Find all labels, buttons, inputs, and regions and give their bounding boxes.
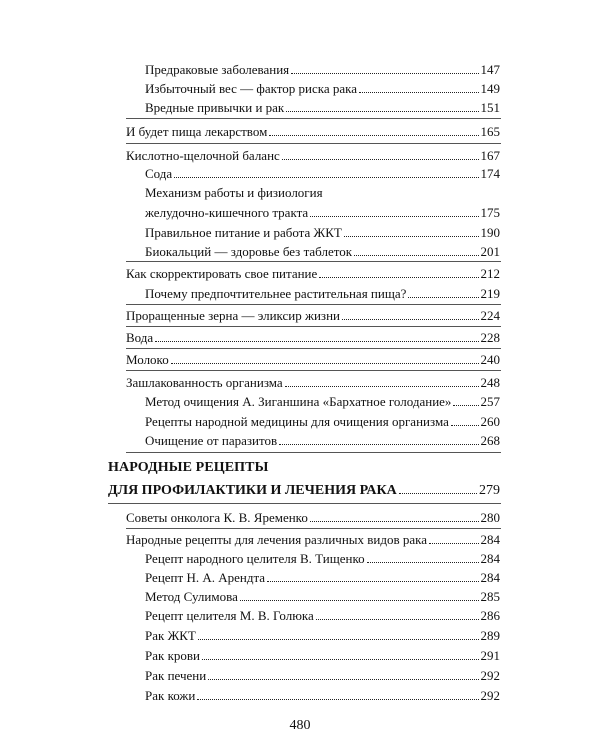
toc-entry (145, 225, 500, 241)
toc-entry-page: 147 (480, 62, 500, 77)
toc-entry-page: 212 (480, 266, 500, 281)
toc-entry-page: 284 (480, 570, 500, 585)
toc-entry (145, 244, 500, 260)
toc-entry-title: Рак крови (145, 648, 200, 663)
toc-entry-title: И будет пища лекарством (126, 124, 268, 139)
section-heading: НАРОДНЫЕ РЕЦЕПТЫ (108, 460, 269, 475)
toc-entry (145, 81, 500, 97)
separator-line (126, 118, 501, 119)
toc-entry-page: 165 (480, 124, 500, 139)
dot-leader (310, 215, 478, 217)
dot-leader (286, 110, 478, 112)
toc-entry (126, 352, 500, 368)
toc-entry (126, 124, 500, 140)
dot-leader (319, 276, 478, 278)
dot-leader (429, 542, 478, 544)
dot-leader (359, 91, 478, 93)
dot-leader (451, 424, 479, 426)
dot-leader (197, 698, 478, 700)
toc-entry-title: Как скорректировать свое питание (126, 266, 318, 281)
toc-entry-title: Молоко (126, 352, 169, 367)
toc-entry (145, 414, 500, 430)
toc-entry (145, 668, 500, 684)
toc-entry-title: Предраковые заболевания (145, 62, 290, 77)
dot-leader (399, 492, 477, 494)
dot-leader (310, 520, 479, 522)
toc-entry-title: Биокальций — здоровье без таблеток (145, 244, 353, 259)
toc-entry-page: 174 (480, 166, 500, 181)
toc-entry-title: Очищение от паразитов (145, 433, 278, 448)
dot-leader (171, 362, 479, 364)
toc-entry (145, 166, 500, 182)
toc-entry-title: Сода (145, 166, 173, 181)
toc-entry-page: 219 (480, 286, 500, 301)
toc-entry-page: 292 (480, 688, 500, 703)
toc-entry-title: Рак ЖКТ (145, 628, 196, 643)
toc-entry (126, 330, 500, 346)
toc-entry-title: Советы онколога К. В. Яременко (126, 510, 308, 525)
toc-entry (145, 570, 500, 586)
toc-entry-title: Зашлакованность организма (126, 375, 283, 390)
separator-line (126, 326, 501, 327)
toc-entry-page: 291 (480, 648, 500, 663)
toc-entry-page: 286 (480, 608, 500, 623)
separator-line (126, 304, 501, 305)
section-heading-page: 279 (479, 483, 500, 498)
toc-entry-page: 190 (480, 225, 500, 240)
separator-line (126, 370, 501, 371)
dot-leader (267, 580, 478, 582)
toc-entry-title: Метод очищения А. Зиганшина «Бархатное голодание» (145, 394, 452, 409)
toc-entry-title: Рак кожи (145, 688, 196, 703)
separator-line (126, 528, 501, 529)
dot-leader (208, 678, 478, 680)
toc-entry-page: 257 (480, 394, 500, 409)
toc-entry-page: 224 (480, 308, 500, 323)
toc-entry-title: Правильное питание и работа ЖКТ (145, 225, 342, 240)
toc-entry-page: 228 (480, 330, 500, 345)
toc-entry-page: 292 (480, 668, 500, 683)
separator-line (126, 261, 501, 262)
toc-entry (126, 375, 500, 391)
dot-leader (344, 235, 479, 237)
toc-entry-page: 248 (480, 375, 500, 390)
toc-entry-title: желудочно-кишечного тракта (145, 205, 309, 220)
toc-entry-title: Рецепт целителя М. В. Голюка (145, 608, 314, 623)
separator-line (126, 348, 501, 349)
toc-entry (126, 532, 500, 548)
toc-entry (126, 266, 500, 282)
toc-entry-title: Народные рецепты для лечения различных видов рака (126, 532, 428, 547)
toc-entry-title: Рецепты народной медицины для очищения организма (145, 414, 449, 429)
toc-entry-page: 284 (480, 551, 500, 566)
dot-leader (202, 658, 479, 660)
toc-entry (145, 628, 500, 644)
dot-leader (285, 385, 479, 387)
toc-entry-page: 284 (480, 532, 500, 547)
dot-leader (291, 72, 478, 74)
toc-entry (126, 510, 500, 526)
toc-entry-title: Вредные привычки и рак (145, 100, 285, 115)
toc-entry-title: Метод Сулимова (145, 589, 238, 604)
toc-entry (145, 433, 500, 449)
toc-entry-title: Кислотно-щелочной баланс (126, 148, 280, 163)
toc-entry-title: Механизм работы и физиология (145, 185, 323, 200)
toc-entry-page: 167 (480, 148, 500, 163)
toc-entry-title: Рецепт народного целителя В. Тищенко (145, 551, 365, 566)
separator-line (108, 503, 501, 504)
toc-entry (145, 100, 500, 116)
dot-leader (367, 561, 479, 563)
toc-entry (145, 62, 500, 78)
toc-entry (145, 394, 500, 410)
dot-leader (316, 618, 479, 620)
dot-leader (174, 176, 478, 178)
toc-entry-title: Почему предпочтительнее растительная пища? (145, 286, 407, 301)
toc-entry-title: Избыточный вес — фактор риска рака (145, 81, 358, 96)
dot-leader (155, 340, 478, 342)
toc-entry (145, 688, 500, 704)
dot-leader (453, 404, 478, 406)
toc-entry-title: Проращенные зерна — эликсир жизни (126, 308, 340, 323)
dot-leader (198, 638, 479, 640)
toc-entry-page: 289 (480, 628, 500, 643)
section-heading-entry (108, 483, 500, 499)
dot-leader (279, 443, 478, 445)
toc-entry (145, 589, 500, 605)
toc-entry-page: 151 (480, 100, 500, 115)
toc-entry-title: Вода (126, 330, 154, 345)
toc-entry (145, 648, 500, 664)
separator-line (126, 452, 501, 453)
dot-leader (342, 318, 479, 320)
toc-entry (145, 205, 500, 221)
separator-line (126, 143, 501, 144)
dot-leader (408, 296, 478, 298)
section-heading-title: ДЛЯ ПРОФИЛАКТИКИ И ЛЕЧЕНИЯ РАКА (108, 483, 397, 498)
toc-entry-page: 201 (480, 244, 500, 259)
toc-entry-page: 260 (480, 414, 500, 429)
toc-entry (126, 308, 500, 324)
toc-entry (145, 608, 500, 624)
toc-entry-page: 280 (480, 510, 500, 525)
toc-entry (145, 551, 500, 567)
dot-leader (240, 599, 479, 601)
toc-entry-title: Рак печени (145, 668, 207, 683)
toc-entry-title: Рецепт Н. А. Арендта (145, 570, 266, 585)
toc-entry-page: 149 (480, 81, 500, 96)
dot-leader (354, 254, 478, 256)
toc-entry-page: 268 (480, 433, 500, 448)
toc-entry-page: 285 (480, 589, 500, 604)
toc-entry-page: 240 (480, 352, 500, 367)
toc-entry (145, 286, 500, 302)
toc-entry-page: 175 (480, 205, 500, 220)
toc-entry (145, 185, 500, 201)
page-number: 480 (289, 718, 311, 733)
dot-leader (269, 134, 478, 136)
dot-leader (282, 158, 479, 160)
toc-entry (126, 148, 500, 164)
